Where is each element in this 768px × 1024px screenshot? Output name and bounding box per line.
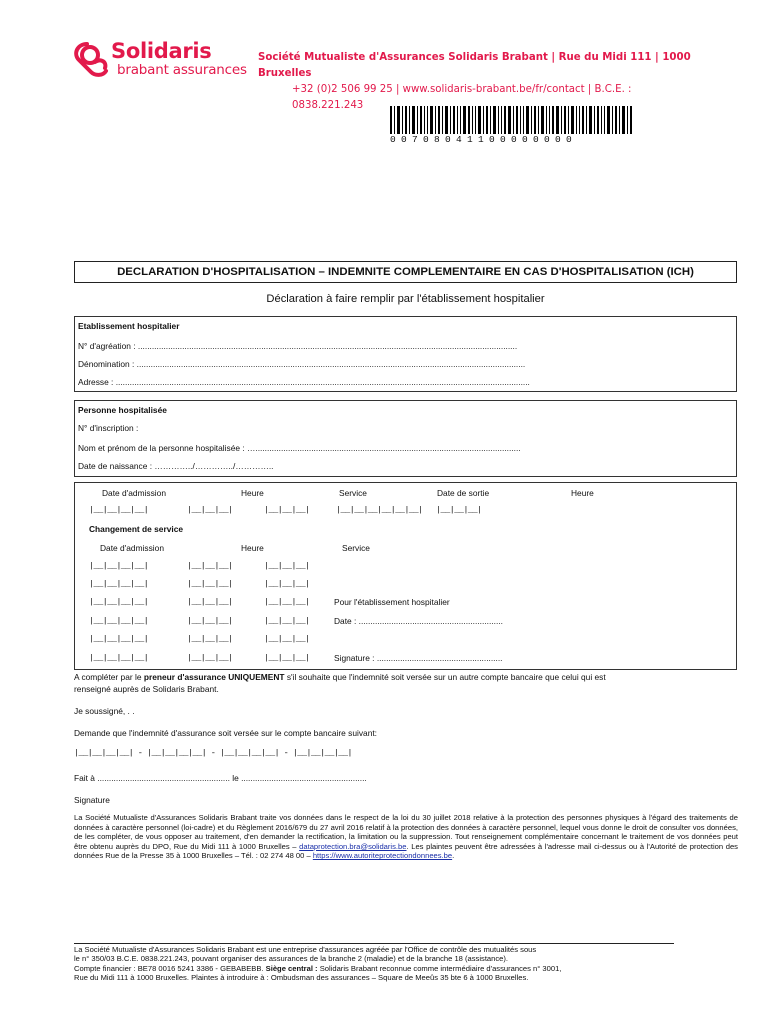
footer-line-3: [74, 964, 694, 973]
chg-date-5[interactable]: |__|__|__|__|: [89, 634, 149, 644]
brand-name: Solidaris: [111, 39, 212, 63]
chg-heure-5[interactable]: |__|__|__|: [187, 634, 233, 644]
footer-line-3c: Solidaris Brabant reconnue comme intermédiaire d'assurances n° 3001,: [317, 963, 562, 973]
chg-heure-3[interactable]: |__|__|__|: [187, 597, 233, 607]
preneur-bold: preneur d'assurance UNIQUEMENT: [143, 672, 285, 682]
footer-line-1: La Société Mutualiste d'Assurances Solidaris Brabant est une entreprise d'assurances agréée par l'Office de contrôle des mutualités sous: [74, 945, 537, 954]
brand-sub: brabant assurances: [117, 62, 247, 78]
chg-col-admission: Date d'admission: [100, 543, 164, 553]
company-header: [258, 50, 698, 114]
privacy-text-3: .: [452, 851, 455, 861]
service-slot-b[interactable]: |__|__|__|__|__|__|: [336, 505, 423, 515]
naissance-field[interactable]: Date de naissance : …………../…………../…………..: [78, 461, 274, 471]
apd-url-link[interactable]: https://www.autoriteprotectiondonnees.be: [312, 851, 453, 861]
footer-line-2: le n° 350/03 B.C.E. 0838.221.243, pouvant organiser des assurances de la branche 2 (maladie) et de la branche 18 (assistance).: [74, 954, 509, 964]
footer-line-4: Rue du Midi 111 à 1000 Bruxelles. Plaintes à introduire à : Ombudsman des assurances – Square de Meeûs 35 bte 6 à 1000 Bruxelles.: [74, 972, 529, 982]
personne-heading: Personne hospitalisée: [78, 405, 167, 415]
chg-heure-1[interactable]: |__|__|__|: [187, 561, 233, 571]
chg-service-2[interactable]: |__|__|__|: [264, 579, 310, 589]
chg-service-1[interactable]: |__|__|__|: [264, 561, 310, 571]
chg-date-6[interactable]: |__|__|__|__|: [89, 653, 149, 663]
preneur-text-b: s'il souhaite que l'indemnité soit versée sur un autre compte bancaire que celui qui est: [284, 672, 606, 682]
chg-date-1[interactable]: |__|__|__|__|: [89, 561, 149, 571]
chg-date-4[interactable]: |__|__|__|__|: [89, 616, 149, 626]
preneur-signature: Signature: [74, 795, 110, 805]
preneur-text-a: A compléter par le: [74, 672, 144, 682]
demande-text: Demande que l'indemnité d'assurance soit versée sur le compte bancaire suivant:: [74, 728, 378, 738]
chg-heure-6[interactable]: |__|__|__|: [187, 653, 233, 663]
etablissement-heading: Etablissement hospitalier: [78, 321, 180, 331]
etab-date-field[interactable]: Date : ..............................................................: [334, 616, 503, 626]
inscription-field[interactable]: N° d'inscription :: [78, 423, 139, 433]
service-slot-a[interactable]: |__|__|__|: [264, 505, 310, 515]
chg-date-3[interactable]: |__|__|__|__|: [89, 597, 149, 607]
chg-service-5[interactable]: |__|__|__|: [264, 634, 310, 644]
chg-col-service: Service: [342, 543, 370, 553]
etab-signature-field[interactable]: Signature : ......................................................: [334, 653, 503, 663]
brand-logo: [111, 40, 247, 78]
chg-service-3[interactable]: |__|__|__|: [264, 597, 310, 607]
chg-heure-4[interactable]: |__|__|__|: [187, 616, 233, 626]
footer-divider: [74, 943, 674, 944]
col-service: Service: [339, 488, 367, 498]
denomination-field[interactable]: Dénomination : .......................................................................................................................................................................: [78, 359, 526, 369]
changement-heading: Changement de service: [89, 524, 184, 534]
nom-field[interactable]: Nom et prénom de la personne hospitalisée : …..................................................................................................................: [78, 443, 521, 453]
chg-heure-2[interactable]: |__|__|__|: [187, 579, 233, 589]
barcode-number: 00708041100000000: [390, 134, 578, 145]
chg-service-4[interactable]: |__|__|__|: [264, 616, 310, 626]
barcode: [390, 106, 634, 134]
adresse-field[interactable]: Adresse : ..................................................................................................................................................................................: [78, 377, 530, 387]
admission-heure-slot[interactable]: |__|__|__|: [187, 505, 233, 515]
col-heure: Heure: [241, 488, 264, 498]
fait-field[interactable]: Fait à ......................................................... le ......................................................: [74, 773, 367, 783]
col-admission: Date d'admission: [102, 488, 166, 498]
chg-service-6[interactable]: |__|__|__|: [264, 653, 310, 663]
sortie-date-slot[interactable]: |__|__|__|: [436, 505, 482, 515]
dpo-email-link[interactable]: dataprotection.bra@solidaris.be: [299, 841, 407, 851]
admission-date-slot[interactable]: |__|__|__|__|: [89, 505, 149, 515]
chg-col-heure: Heure: [241, 543, 264, 553]
col-sortie: Date de sortie: [437, 488, 490, 498]
footer-line-3a: Compte financier : BE78 0016 5241 3386 - GEBABEBB.: [74, 963, 266, 973]
agreation-field[interactable]: N° d'agréation : ...................................................................................................................................................................: [78, 341, 518, 351]
solidaris-logo-icon: [73, 40, 111, 80]
header-line-2: +32 (0)2 506 99 25 | www.solidaris-brabant.be/fr/contact | B.C.E. : 0838.221.243: [292, 84, 632, 111]
form-title: DECLARATION D'HOSPITALISATION – INDEMNITE COMPLEMENTAIRE EN CAS D'HOSPITALISATION (ICH): [74, 261, 737, 283]
header-line-1: Société Mutualiste d'Assurances Solidaris Brabant | Rue du Midi 111 | 1000 Bruxelles: [258, 52, 691, 79]
privacy-notice: [74, 813, 738, 861]
chg-date-2[interactable]: |__|__|__|__|: [89, 579, 149, 589]
soussigne-field[interactable]: Je soussigné, . .: [74, 706, 135, 716]
compte-bancaire-field[interactable]: |__|__|__|__| - |__|__|__|__| - |__|__|__|__| - |__|__|__|__|: [74, 748, 352, 758]
col-heure2: Heure: [571, 488, 594, 498]
privacy-text-2: . Les plaintes peuvent être adressées à l'adresse mail ci-dessus ou à l'Autorité de protection des données Rue de la Presse 35 à 1000 Bruxelles – Tél. : 02 274 48 00 –: [74, 841, 738, 861]
form-subtitle: Déclaration à faire remplir par l'établissement hospitalier: [266, 293, 545, 305]
legal-footer: [74, 945, 694, 982]
privacy-text-1: La Société Mutualiste d'Assurances Solidaris Brabant traite vos données dans le respect de la loi du 30 juillet 2018 relative à la protection des personnes physiques à l'égard des traitements de données à caractère personnel (loi-cadre) et du Règlement 2016/679 du 27 avril 2016 relatif à la protection des données à caractère personnel, lequel vous donne le droit de consulter vos données, de les compléter, de vous opposer au traitement, d'en demander la rectification, la limitation ou la suppression. Tout renseignement complémentaire concernant le traitement de vos données peut être obtenu auprès du DPO, Rue du Midi 111 à 1000 Bruxelles –: [74, 813, 738, 851]
footer-line-3b: Siège central :: [265, 963, 318, 973]
preneur-line-2: renseigné auprès de Solidaris Brabant.: [74, 684, 219, 694]
preneur-line-1: [74, 672, 606, 682]
pour-etablissement: Pour l'établissement hospitalier: [334, 597, 450, 607]
